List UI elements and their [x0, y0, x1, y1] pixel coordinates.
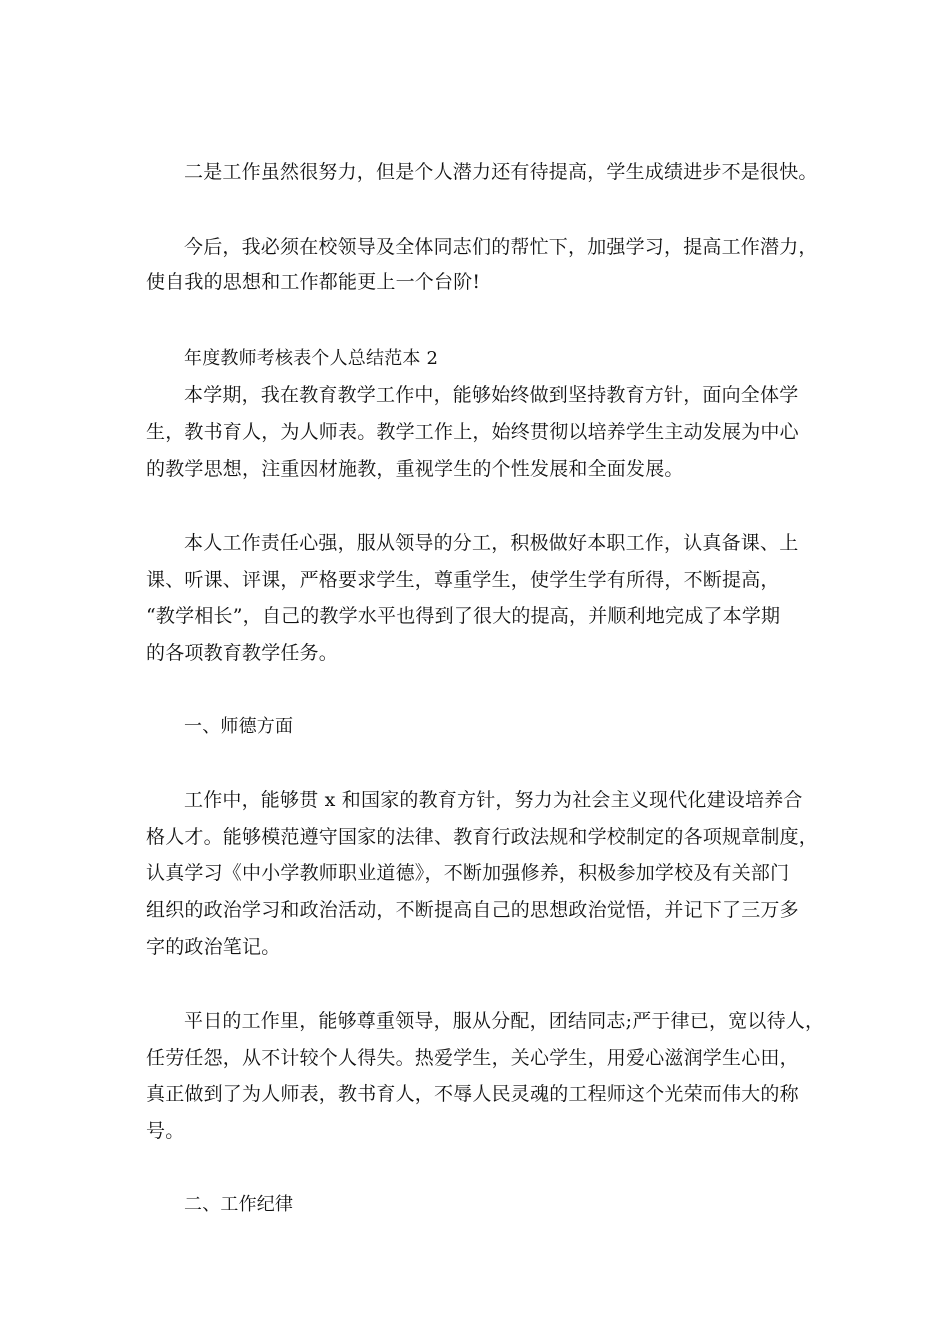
section-heading: 一、师德方面 [184, 716, 294, 737]
paragraph-line: “教学相长”，自己的教学水平也得到了很大的提高，并顺利地完成了本学期 [146, 605, 781, 627]
paragraph-line: 本人工作责任心强，服从领导的分工，积极做好本职工作，认真备课、上 [184, 532, 799, 554]
paragraph-line: 使自我的思想和工作都能更上一个台阶! [146, 271, 481, 293]
paragraph-line: 课、听课、评课，严格要求学生，尊重学生，使学生学有所得，不断提高， [146, 569, 780, 591]
paragraph-line: 字的政治笔记。 [146, 936, 281, 958]
paragraph-line: 真正做到了为人师表，教书育人，不辱人民灵魂的工程师这个光荣而伟大的称 [146, 1083, 799, 1105]
paragraph-line: 二是工作虽然很努力，但是个人潜力还有待提高，学生成绩进步不是很快。 [184, 161, 818, 183]
paragraph-line: 格人才。能够模范遵守国家的法律、教育行政法规和学校制定的各项规章制度， [146, 826, 819, 848]
paragraph-line: 平日的工作里，能够尊重领导，服从分配，团结同志;严于律已，宽以待人， [184, 1010, 825, 1032]
paragraph-line: 本学期，我在教育教学工作中，能够始终做到坚持教育方针，面向全体学 [184, 384, 799, 406]
paragraph-line: 生，教书育人，为人师表。教学工作上，始终贯彻以培养学生主动发展为中心 [146, 421, 799, 443]
paragraph-line: 号。 [146, 1120, 185, 1142]
paragraph-line: 组织的政治学习和政治活动，不断提高自己的思想政治觉悟，并记下了三万多 [146, 899, 799, 921]
paragraph-line: 任劳任怨，从不计较个人得失。热爱学生，关心学生，用爱心滋润学生心田， [146, 1047, 799, 1069]
paragraph-line: 认真学习《中小学教师职业道德》，不断加强修养，积极参加学校及有关部门 [146, 862, 790, 884]
paragraph-line: 的教学思想，注重因材施教，重视学生的个性发展和全面发展。 [146, 458, 684, 480]
paragraph-line: 今后，我必须在校领导及全体同志们的帮忙下，加强学习，提高工作潜力， [184, 236, 818, 258]
section-heading: 二、工作纪律 [184, 1194, 294, 1215]
paragraph-line: 的各项教育教学任务。 [146, 642, 339, 664]
paragraph-line: 工作中，能够贯 x 和国家的教育方针，努力为社会主义现代化建设培养合 [184, 789, 803, 811]
section-title: 年度教师考核表个人总结范本 2 [184, 348, 439, 369]
